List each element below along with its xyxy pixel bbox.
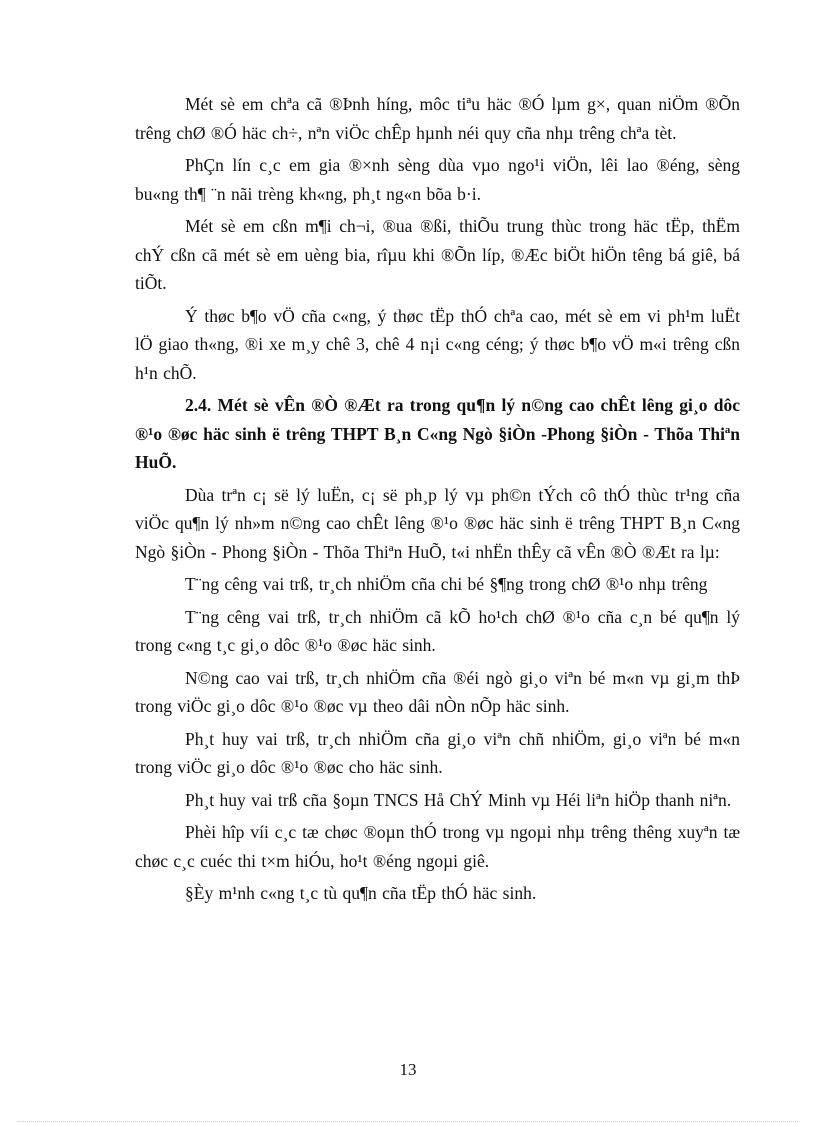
section-heading: 2.4. Mét sè vÊn ®Ò ®Æt ra trong qu¶n lý n©ng cao chÊt lêng gi¸o dôc ®¹o ®øc häc sinh ë trêng THPT B¸n C«ng Ngò §iÒn -Phong §iÒn - Thõa Thiªn HuÕ.	[135, 395, 740, 472]
paragraph-behavior: Mét sè em cßn m¶i ch¬i, ®ua ®ßi, thiÕu trung thùc trong häc tËp, thËm chÝ cßn cã mét sè em uèng bia, rîµu khi ®Õn líp, ®Æc biÖt hiÖn têng bá giê, bá tiÕt.	[135, 216, 740, 293]
page-bottom-divider	[18, 1121, 798, 1122]
paragraph-self-management: §Èy m¹nh c«ng t¸c tù qu¶n cña tËp thÓ häc sinh.	[185, 883, 537, 903]
paragraph-goals: Mét sè em chªa cã ®Þnh híng, môc tiªu häc ®Ó lµm g×, quan niÖm ®Õn trêng chØ ®Ó häc ch÷, nªn viÖc chÊp hµnh néi quy cña nhµ trêng chªa tèt.	[135, 94, 740, 143]
paragraph-party-role: T¨ng cêng vai trß, tr¸ch nhiÖm cña chi bé §¶ng trong chØ ®¹o nhµ trêng	[185, 574, 708, 594]
paragraph-family: PhÇn lín c¸c em gia ®×nh sèng dùa vµo ngo¹i viÖn, lêi lao ®éng, sèng bu«ng th¶ ¨n nãi trèng kh«ng, ph¸t ng«n bõa b·i.	[135, 155, 740, 204]
page-number: 13	[399, 1060, 417, 1079]
paragraph-coordination: Phèi hîp víi c¸c tæ chøc ®oµn thÓ trong vµ ngoµi nhµ trêng thêng xuyªn tæ chøc c¸c cuéc thi t×m hiÓu, ho¹t ®éng ngoµi giê.	[135, 822, 740, 871]
paragraph-basis: Dùa trªn c¡ së lý luËn, c¡ së ph¸p lý vµ ph©n tÝch cô thÓ thùc tr¹ng cña viÖc qu¶n lý nh»m n©ng cao chÊt lêng ®¹o ®øc häc sinh ë trêng THPT B¸n C«ng Ngò §iÒn - Phong §iÒn - Thõa Thiªn HuÕ, t«i nhËn thÊy cã vÊn ®Ò ®Æt ra lµ:	[135, 484, 740, 562]
paragraph-teacher-role: N©ng cao vai trß, tr¸ch nhiÖm cña ®éi ngò gi¸o viªn bé m«n vµ gi¸m thÞ trong viÖc gi¸o dôc ®¹o ®øc vµ theo dâi nÒn nÕp häc sinh.	[135, 667, 740, 716]
paragraph-management-role: T¨ng cêng vai trß, tr¸ch nhiÖm cã kÕ ho¹ch chØ ®¹o cña c¸n bé qu¶n lý trong c«ng t¸c gi¸o dôc ®¹o ®øc häc sinh.	[135, 606, 740, 655]
paragraph-youth-union: Ph¸t huy vai trß cña §oµn TNCS Hå ChÝ Minh vµ Héi liªn hiÖp thanh niªn.	[185, 789, 732, 810]
page-body	[135, 90, 740, 908]
paragraph-homeroom-role: Ph¸t huy vai trß, tr¸ch nhiÖm cña gi¸o viªn chñ nhiÖm, gi¸o viªn bé m«n trong viÖc gi¸o dôc ®¹o ®øc cho häc sinh.	[135, 728, 740, 777]
paragraph-awareness: Ý thøc b¶o vÖ cña c«ng, ý thøc tËp thÓ chªa cao, mét sè em vi ph¹m luËt lÖ giao th«ng, ®i xe m¸y chê 3, chê 4 n¡i c«ng céng; ý thøc b¶o vÖ m«i trêng cßn h¹n chÕ.	[135, 305, 740, 383]
